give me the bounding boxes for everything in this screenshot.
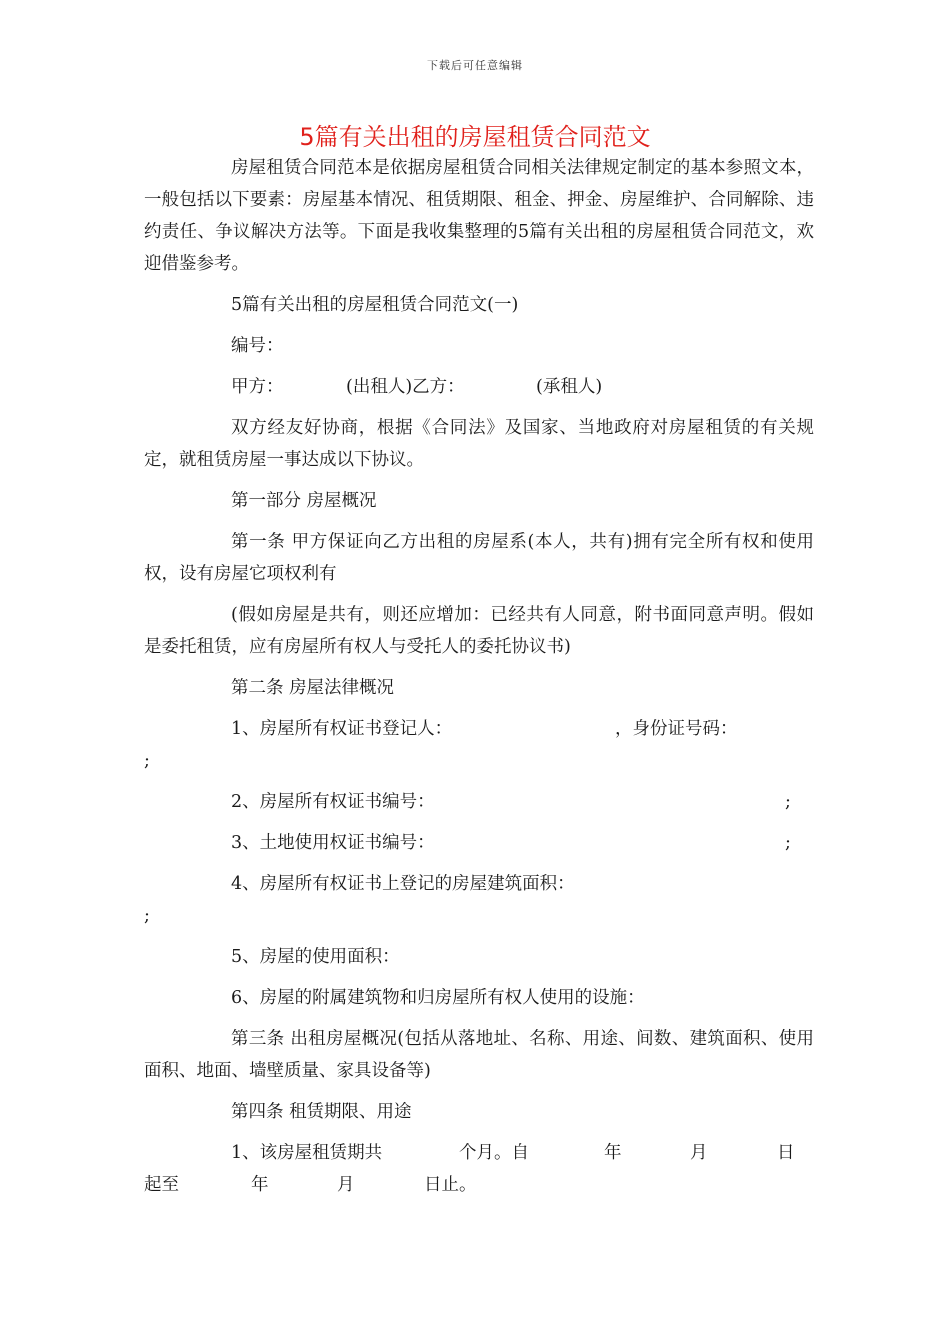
part1-heading: 第一部分 房屋概况 [231,491,377,511]
term-end-day: 日止。 [424,1175,477,1195]
item4-end-line [144,900,814,932]
item4-line [144,868,814,900]
item3-line [144,827,814,859]
article3: 第三条 出租房屋概况(包括从落地址、名称、用途、间数、建筑面积、使用面积、地面、墙壁质量、家具设备等) [144,1029,814,1081]
item1-line [144,713,814,745]
item1-semicolon: ; [144,751,150,771]
item4-label: 4、房屋所有权证书上登记的房屋建筑面积： [231,874,575,894]
item6-label: 6、房屋的附属建筑物和归房屋所有权人使用的设施： [231,988,645,1008]
item2-label: 2、房屋所有权证书编号： [231,792,435,812]
lessor-label: (出租人)乙方： [346,377,465,397]
item5-label: 5、房屋的使用面积： [231,947,400,967]
item4-semicolon: ; [144,906,150,926]
term-prefix: 1、该房屋租赁期共 [231,1143,383,1163]
term-year: 年 [604,1143,622,1163]
term-line-2 [144,1169,814,1201]
item1-id-label: ，身份证号码： [615,719,738,739]
term-from: 起至 [144,1175,179,1195]
term-end-year: 年 [251,1175,269,1195]
item3-semicolon: ; [785,833,791,853]
article1: 第一条 甲方保证向乙方出租的房屋系(本人，共有)拥有完全所有权和使用权，设有房屋它项权利有 [144,532,814,584]
item3-label: 3、土地使用权证书编号： [231,833,435,853]
item1-end-line [144,745,814,777]
lessee-label: (承租人) [536,377,603,397]
item1-label: 1、房屋所有权证书登记人： [231,719,453,739]
term-month: 月 [690,1143,708,1163]
article1-note: (假如房屋是共有，则还应增加：已经共有人同意，附书面同意声明。假如是委托租赁，应有房屋所有权人与受托人的委托协议书) [144,605,814,657]
document-title: 5篇有关出租的房屋租赁合同范文 [299,123,651,151]
parties-line [144,371,814,403]
section-title: 5篇有关出租的房屋租赁合同范文(一) [231,295,519,315]
article2-heading: 第二条 房屋法律概况 [231,678,395,698]
term-months: 个月。自 [459,1143,529,1163]
article4-heading: 第四条 租赁期限、用途 [231,1102,412,1122]
term-end-month: 月 [337,1175,355,1195]
preamble-paragraph: 双方经友好协商，根据《合同法》及国家、当地政府对房屋租赁的有关规定，就租赁房屋一事达成以下协议。 [144,418,814,470]
term-day: 日 [777,1143,795,1163]
number-label: 编号： [231,336,284,356]
header-note: 下载后可任意编辑 [427,59,523,72]
party-a-label: 甲方： [231,377,284,397]
document-body [144,152,814,1201]
item2-line [144,786,814,818]
term-line-1 [144,1137,814,1169]
intro-paragraph: 房屋租赁合同范本是依据房屋租赁合同相关法律规定制定的基本参照文本，一般包括以下要素：房屋基本情况、租赁期限、租金、押金、房屋维护、合同解除、违约责任、争议解决方法等。下面是我收集整理的5篇有关出租的房屋租赁合同范文，欢迎借鉴参考。 [144,158,814,274]
item2-semicolon: ; [785,792,791,812]
